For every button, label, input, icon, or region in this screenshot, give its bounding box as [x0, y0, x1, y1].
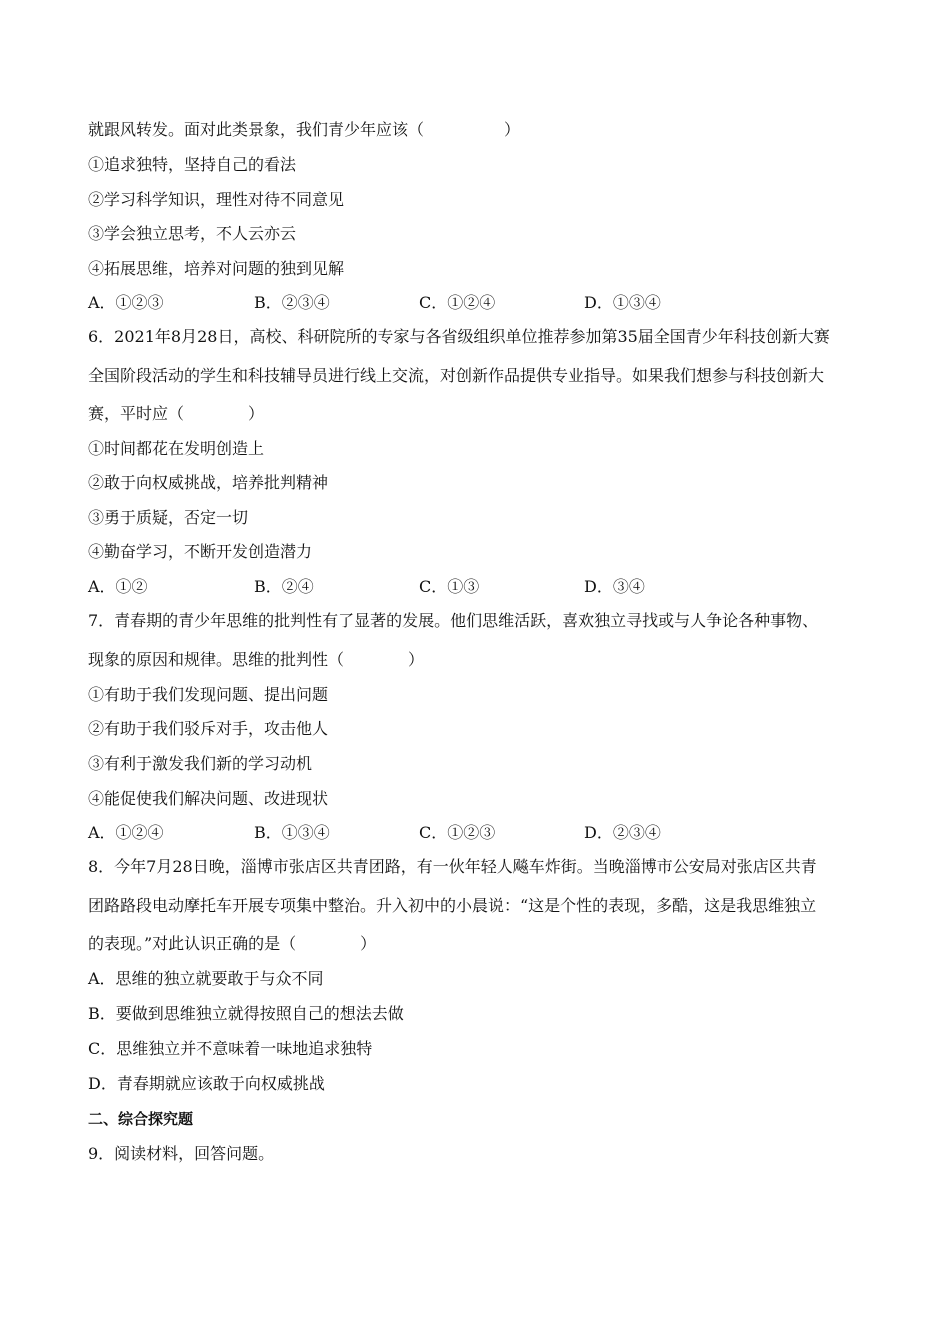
- q9-stem: 9．阅读材料，回答问题。: [88, 1144, 275, 1163]
- q7-option-a[interactable]: A．①②④: [88, 823, 164, 842]
- q8-stem-line-3: 的表现。”对此认识正确的是（ ）: [88, 934, 377, 953]
- q8-option-c[interactable]: C．思维独立并不意味着一味地追求独特: [88, 1039, 373, 1058]
- q5-options: [88, 293, 868, 313]
- q8-stem-line-2: 团路路段电动摩托车开展专项集中整治。升入初中的小晨说：“这是个性的表现，多酷，这是我思维独立: [88, 896, 817, 915]
- q6-stem-line-1: 6．2021年8月28日，高校、科研院所的专家与各省级组织单位推荐参加第35届全国青少年科技创新大赛: [88, 327, 830, 346]
- q5-item-2: ②学习科学知识，理性对待不同意见: [88, 190, 345, 209]
- q7-options: [88, 823, 868, 843]
- q5-option-c[interactable]: C．①②④: [419, 293, 496, 312]
- q7-stem-line-2: 现象的原因和规律。思维的批判性（ ）: [88, 650, 425, 669]
- q5-option-b[interactable]: B．②③④: [254, 293, 330, 312]
- q6-option-a[interactable]: A．①②: [88, 577, 148, 596]
- q7-stem-line-1: 7．青春期的青少年思维的批判性有了显著的发展。他们思维活跃，喜欢独立寻找或与人争论各种事物、: [88, 611, 819, 630]
- q8-option-a[interactable]: A．思维的独立就要敢于与众不同: [88, 969, 324, 988]
- q7-option-c[interactable]: C．①②③: [419, 823, 496, 842]
- q6-option-c[interactable]: C．①③: [419, 577, 480, 596]
- q8-option-d[interactable]: D．青春期就应该敢于向权威挑战: [88, 1074, 325, 1093]
- q7-item-2: ②有助于我们驳斥对手，攻击他人: [88, 719, 329, 738]
- q8-option-b[interactable]: B．要做到思维独立就得按照自己的想法去做: [88, 1004, 404, 1023]
- section-title: 二、综合探究题: [88, 1110, 194, 1128]
- q7-item-3: ③有利于激发我们新的学习动机: [88, 754, 313, 773]
- q6-item-2: ②敢于向权威挑战，培养批判精神: [88, 473, 329, 492]
- q6-options: [88, 577, 868, 597]
- q7-item-1: ①有助于我们发现问题、提出问题: [88, 685, 329, 704]
- q5-option-d[interactable]: D．①③④: [584, 293, 661, 312]
- q6-item-1: ①时间都花在发明创造上: [88, 439, 265, 458]
- q6-option-d[interactable]: D．③④: [584, 577, 645, 596]
- q8-stem-line-1: 8．今年7月28日晚，淄博市张店区共青团路，有一伙年轻人飚车炸街。当晚淄博市公安局对张店区共青: [88, 857, 817, 876]
- q6-option-b[interactable]: B．②④: [254, 577, 314, 596]
- q7-option-b[interactable]: B．①③④: [254, 823, 330, 842]
- q5-option-a[interactable]: A．①②③: [88, 293, 164, 312]
- q7-option-d[interactable]: D．②③④: [584, 823, 661, 842]
- q5-stem: 就跟风转发。面对此类景象，我们青少年应该（ ）: [88, 120, 521, 139]
- q6-item-4: ④勤奋学习，不断开发创造潜力: [88, 542, 313, 561]
- q5-item-3: ③学会独立思考，不人云亦云: [88, 224, 297, 243]
- q5-item-4: ④拓展思维，培养对问题的独到见解: [88, 259, 345, 278]
- q6-item-3: ③勇于质疑，否定一切: [88, 508, 249, 527]
- q6-stem-line-3: 赛，平时应（ ）: [88, 404, 265, 423]
- q5-item-1: ①追求独特，坚持自己的看法: [88, 155, 297, 174]
- q7-item-4: ④能促使我们解决问题、改进现状: [88, 789, 329, 808]
- q6-stem-line-2: 全国阶段活动的学生和科技辅导员进行线上交流，对创新作品提供专业指导。如果我们想参与科技创新大: [88, 366, 825, 385]
